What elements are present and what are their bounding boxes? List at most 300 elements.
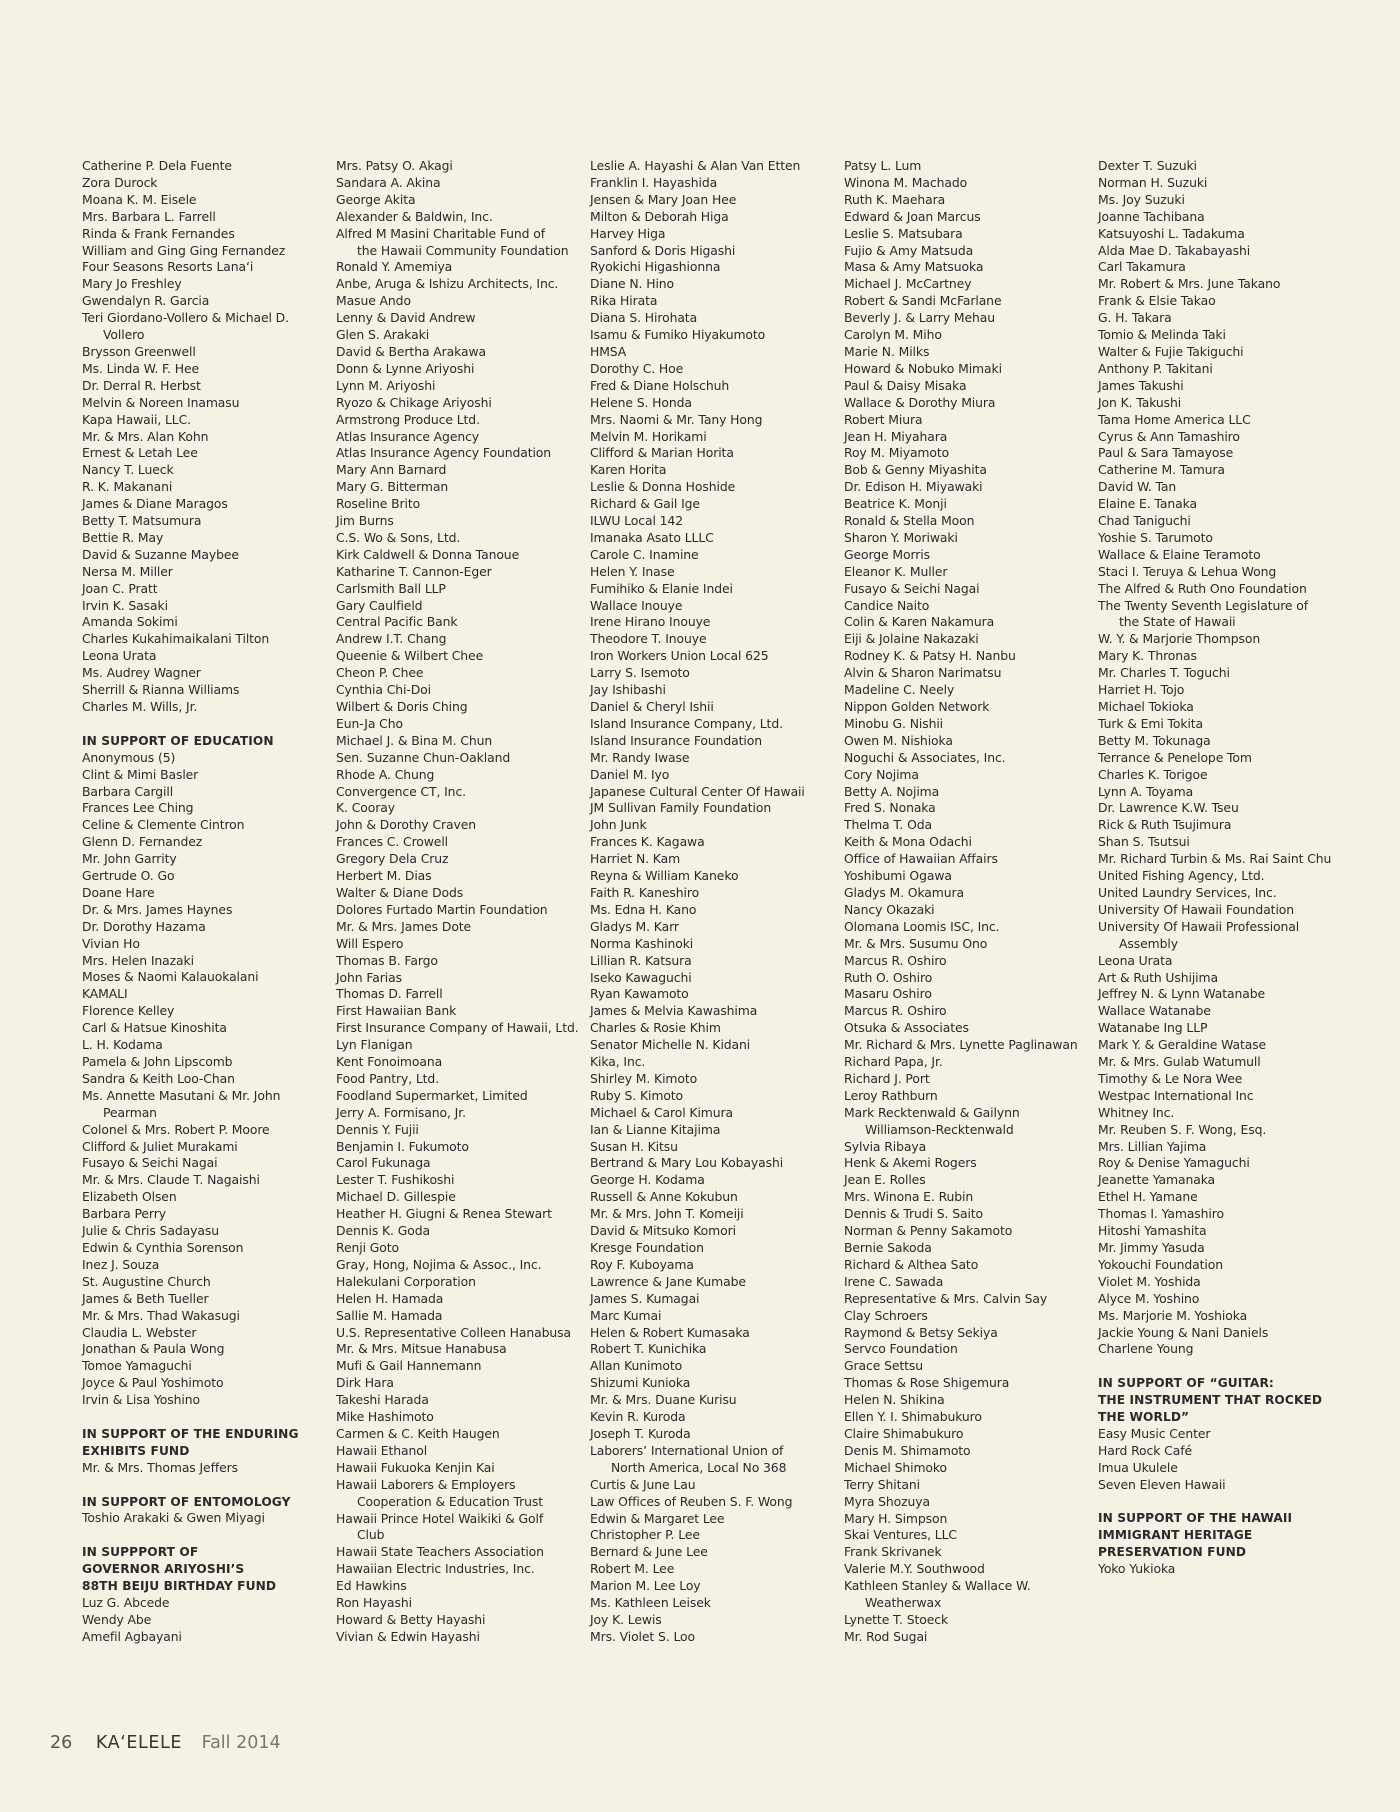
donor-name: Wallace & Elaine Teramoto	[1098, 546, 1261, 562]
donor-name: Hitoshi Yamashita	[1098, 1223, 1207, 1239]
donor-name: Cyrus & Ann Tamashiro	[1098, 428, 1240, 444]
donor-name: Larry S. Isemoto	[590, 665, 690, 681]
donor-name: Frank & Elsie Takao	[1098, 293, 1216, 309]
donor-name: Rinda & Frank Fernandes	[82, 225, 235, 241]
section-heading: GOVERNOR ARIYOSHI’S	[82, 1562, 245, 1577]
donor-name: Hard Rock Café	[1098, 1442, 1192, 1458]
donor-name: Zora Durock	[82, 174, 158, 190]
donor-name: Roy & Denise Yamaguchi	[1098, 1155, 1250, 1171]
donor-name: Mark Y. & Geraldine Watase	[1098, 1037, 1267, 1053]
donor-name: Vivian & Edwin Hayashi	[336, 1628, 480, 1644]
donor-name: Norman & Penny Sakamoto	[844, 1223, 1013, 1239]
donor-name: Lynn M. Ariyoshi	[336, 377, 436, 393]
donor-name: Carlsmith Ball LLP	[336, 580, 446, 596]
donor-name: Vivian Ho	[82, 935, 140, 951]
donor-name: Ms. Annette Masutani & Mr. John	[82, 1087, 281, 1103]
donor-name: Timothy & Le Nora Wee	[1098, 1070, 1243, 1086]
donor-name: Easy Music Center	[1098, 1425, 1211, 1441]
donor-name: Clint & Mimi Basler	[82, 766, 199, 782]
donor-name: First Insurance Company of Hawaii, Ltd.	[336, 1020, 579, 1036]
donor-name: Susan H. Kitsu	[590, 1138, 678, 1154]
donor-name: Wallace & Dorothy Miura	[844, 394, 996, 410]
donor-name: Edward & Joan Marcus	[844, 208, 981, 224]
donor-name: Franklin I. Hayashida	[590, 174, 718, 190]
donor-name: Isamu & Fumiko Hiyakumoto	[590, 327, 766, 343]
donor-name: Roy M. Miyamoto	[844, 445, 950, 461]
donor-name: Florence Kelley	[82, 1003, 175, 1019]
section-spacer	[82, 1527, 336, 1544]
donor-name: Staci I. Teruya & Lehua Wong	[1098, 563, 1277, 579]
donor-name: Kathleen Stanley & Wallace W.	[844, 1578, 1031, 1594]
donor-name: Cynthia Chi-Doi	[336, 682, 432, 698]
donor-name: Mr. Charles T. Toguchi	[1098, 665, 1230, 681]
donor-name: Violet M. Yoshida	[1098, 1273, 1201, 1289]
donor-name: Reyna & William Kaneko	[590, 868, 739, 884]
donor-name: Island Insurance Foundation	[590, 732, 762, 748]
donor-name: Lynn A. Toyama	[1098, 783, 1194, 799]
section-heading: THE WORLD”	[1098, 1410, 1190, 1425]
donor-name: Masaru Oshiro	[844, 986, 932, 1002]
donor-name: Inez J. Souza	[82, 1256, 160, 1272]
donor-name: Carl Takamura	[1098, 259, 1186, 275]
section-heading: THE INSTRUMENT THAT ROCKED	[1098, 1393, 1323, 1408]
donor-column-1	[82, 158, 336, 1646]
donor-name: Frank Skrivanek	[844, 1544, 942, 1560]
section-spacer	[82, 1409, 336, 1426]
donor-name: Michael & Carol Kimura	[590, 1104, 734, 1120]
donor-name: Hawaii Laborers & Employers	[336, 1476, 516, 1492]
donor-name: Mr. Randy Iwase	[590, 749, 690, 765]
donor-name: Charles K. Torigoe	[1098, 766, 1208, 782]
donor-name: Ronald & Stella Moon	[844, 513, 975, 529]
donor-name: Gregory Dela Cruz	[336, 851, 449, 867]
donor-column-5	[1098, 158, 1338, 1646]
donor-name: Jeanette Yamanaka	[1098, 1172, 1216, 1188]
donor-name: Alda Mae D. Takabayashi	[1098, 242, 1251, 258]
donor-name: Heather H. Giugni & Renea Stewart	[336, 1206, 552, 1222]
donor-name: David & Suzanne Maybee	[82, 546, 239, 562]
section-spacer	[1098, 1358, 1338, 1375]
donor-name: R. K. Makanani	[82, 479, 173, 495]
donor-name: Marie N. Milks	[844, 343, 930, 359]
donor-name: Barbara Cargill	[82, 783, 174, 799]
donor-name: Paul & Sara Tamayose	[1098, 445, 1234, 461]
section-heading: 88TH BEIJU BIRTHDAY FUND	[82, 1579, 277, 1594]
donor-name: Rick & Ruth Tsujimura	[1098, 817, 1232, 833]
donor-name: Helene S. Honda	[590, 394, 692, 410]
donor-name: Kirk Caldwell & Donna Tanoue	[336, 546, 520, 562]
donor-name: Ed Hawkins	[336, 1578, 407, 1594]
donor-name: Thomas B. Fargo	[336, 952, 438, 968]
donor-name: Tama Home America LLC	[1098, 411, 1251, 427]
donor-name: Jim Burns	[336, 513, 394, 529]
donor-name: Mr. Richard & Mrs. Lynette Paglinawan	[844, 1037, 1078, 1053]
donor-name: Marcus R. Oshiro	[844, 952, 947, 968]
donor-name: Dorothy C. Hoe	[590, 360, 684, 376]
donor-name: Daniel M. Iyo	[590, 766, 670, 782]
donor-name: Harriet N. Kam	[590, 851, 681, 867]
donor-name: Mr. & Mrs. Thomas Jeffers	[82, 1459, 238, 1475]
donor-name: Ms. Edna H. Kano	[590, 901, 697, 917]
donor-name: Mary K. Thronas	[1098, 648, 1197, 664]
donor-name: G. H. Takara	[1098, 310, 1172, 326]
donor-name: Thelma T. Oda	[844, 817, 932, 833]
donor-name: Henk & Akemi Rogers	[844, 1155, 977, 1171]
donor-name: Marcus R. Oshiro	[844, 1003, 947, 1019]
donor-name: Mr. Robert & Mrs. June Takano	[1098, 276, 1281, 292]
donor-name: Helen Y. Inase	[590, 563, 675, 579]
donor-name: Mary H. Simpson	[844, 1510, 948, 1526]
donor-name: Ruth K. Maehara	[844, 191, 946, 207]
donor-name: Elizabeth Olsen	[82, 1189, 177, 1205]
donor-name: Gwendalyn R. Garcia	[82, 293, 210, 309]
donor-name: Mufi & Gail Hannemann	[336, 1358, 482, 1374]
donor-name: John & Dorothy Craven	[336, 817, 477, 833]
donor-name: Queenie & Wilbert Chee	[336, 648, 484, 664]
donor-name: Sharon Y. Moriwaki	[844, 529, 958, 545]
donor-name: Dirk Hara	[336, 1375, 394, 1391]
donor-name: Glenn D. Fernandez	[82, 834, 203, 850]
donor-name-continued: the Hawaii Community Foundation	[357, 242, 569, 258]
donor-name: David & Bertha Arakawa	[336, 343, 487, 359]
donor-name: Ruth O. Oshiro	[844, 969, 933, 985]
donor-name: Mr. & Mrs. John T. Komeiji	[590, 1206, 744, 1222]
donor-name: Office of Hawaiian Affairs	[844, 851, 998, 867]
donor-name: Sylvia Ribaya	[844, 1138, 927, 1154]
donor-name: Joanne Tachibana	[1098, 208, 1205, 224]
donor-name: Mrs. Violet S. Loo	[590, 1628, 695, 1644]
donor-name: Central Pacific Bank	[336, 614, 458, 630]
donor-name-continued: Cooperation & Education Trust	[357, 1493, 543, 1509]
section-heading: IN SUPPORT OF EDUCATION	[82, 733, 274, 748]
donor-name: Marion M. Lee Loy	[590, 1578, 701, 1594]
donor-name: Dr. Derral R. Herbst	[82, 377, 201, 393]
donor-name: Lawrence & Jane Kumabe	[590, 1273, 746, 1289]
donor-name: Food Pantry, Ltd.	[336, 1070, 440, 1086]
donor-name: Kevin R. Kuroda	[590, 1409, 686, 1425]
donor-name: Robert Miura	[844, 411, 923, 427]
donor-name: Russell & Anne Kokubun	[590, 1189, 738, 1205]
donor-name: Hawaii State Teachers Association	[336, 1544, 544, 1560]
donor-name: Beatrice K. Monji	[844, 496, 947, 512]
donor-name: Dennis K. Goda	[336, 1223, 430, 1239]
donor-name: Joy K. Lewis	[590, 1611, 662, 1627]
donor-name: Howard & Betty Hayashi	[336, 1611, 486, 1627]
donor-name: Sanford & Doris Higashi	[590, 242, 736, 258]
donor-name: Jonathan & Paula Wong	[82, 1341, 225, 1357]
donor-name: Allan Kunimoto	[590, 1358, 683, 1374]
donor-name: Norman H. Suzuki	[1098, 174, 1208, 190]
donor-name: Wallace Inouye	[590, 597, 683, 613]
donor-name: Glen S. Arakaki	[336, 327, 430, 343]
donor-name: L. H. Kodama	[82, 1037, 163, 1053]
donor-name: Lester T. Fushikoshi	[336, 1172, 455, 1188]
donor-name: Armstrong Produce Ltd.	[336, 411, 480, 427]
donor-name: Dennis & Trudi S. Saito	[844, 1206, 984, 1222]
donor-name: Ms. Kathleen Leisek	[590, 1595, 711, 1611]
donor-name: Carolyn M. Miho	[844, 327, 942, 343]
donor-name: Katharine T. Cannon-Eger	[336, 563, 492, 579]
donor-name: Halekulani Corporation	[336, 1273, 476, 1289]
donor-name: Fusayo & Seichi Nagai	[844, 580, 980, 596]
donor-name: Anbe, Aruga & Ishizu Architects, Inc.	[336, 276, 559, 292]
donor-name: Kresge Foundation	[590, 1240, 704, 1255]
donor-name: Renji Goto	[336, 1240, 399, 1255]
donor-name: Milton & Deborah Higa	[590, 208, 729, 224]
donor-name: Nippon Golden Network	[844, 699, 990, 714]
donor-name: Ruby S. Kimoto	[590, 1087, 684, 1103]
donor-name: Colin & Karen Nakamura	[844, 614, 995, 630]
donor-name: Michael Shimoko	[844, 1459, 948, 1475]
donor-name: Christopher P. Lee	[590, 1527, 700, 1543]
donor-name: Sallie M. Hamada	[336, 1307, 443, 1323]
donor-name: Anthony P. Takitani	[1098, 360, 1213, 376]
donor-name: Betty M. Tokunaga	[1098, 732, 1211, 748]
donor-name: Charles Kukahimaikalani Tilton	[82, 631, 270, 647]
donor-name: Leslie & Donna Hoshide	[590, 479, 736, 495]
donor-name: Clifford & Juliet Murakami	[82, 1138, 238, 1154]
donor-name: Whitney Inc.	[1098, 1104, 1175, 1120]
donor-name: Dennis Y. Fujii	[336, 1121, 419, 1137]
donor-name: Teri Giordano-Vollero & Michael D.	[82, 310, 289, 326]
donor-name: Keith & Mona Odachi	[844, 834, 972, 850]
donor-name: Irene Hirano Inouye	[590, 614, 711, 630]
donor-name: Moana K. M. Eisele	[82, 191, 197, 207]
donor-name: Irvin & Lisa Yoshino	[82, 1392, 200, 1408]
donor-name: Carol Fukunaga	[336, 1155, 431, 1171]
donor-name: Yokouchi Foundation	[1098, 1256, 1223, 1272]
donor-name: Four Seasons Resorts Lana‘i	[82, 259, 254, 275]
donor-name-continued: Weatherwax	[865, 1595, 942, 1611]
donor-name: Alfred M Masini Charitable Fund of	[336, 225, 546, 241]
donor-name: Barbara Perry	[82, 1206, 166, 1222]
donor-name: Watanabe Ing LLP	[1098, 1020, 1208, 1036]
donor-name: Paul & Daisy Misaka	[844, 377, 967, 393]
donor-name: Mr. & Mrs. James Dote	[336, 918, 472, 934]
donor-name: Michael J. McCartney	[844, 276, 972, 292]
donor-name: Clay Schroers	[844, 1307, 928, 1323]
donor-name: Irvin K. Sasaki	[82, 597, 168, 613]
donor-name: Sherrill & Rianna Williams	[82, 682, 240, 698]
donor-name: Carl & Hatsue Kinoshita	[82, 1020, 227, 1036]
donor-name: Sandra & Keith Loo-Chan	[82, 1070, 235, 1086]
donor-name: Edwin & Cynthia Sorenson	[82, 1239, 244, 1255]
donor-name: Frances Lee Ching	[82, 800, 194, 816]
donor-name-continued: North America, Local No 368	[611, 1459, 787, 1475]
donor-name: Mr. Rod Sugai	[844, 1628, 928, 1644]
donor-name: Pamela & John Lipscomb	[82, 1054, 233, 1070]
donor-name: Ellen Y. I. Shimabukuro	[844, 1409, 982, 1425]
donor-name-continued: the State of Hawaii	[1119, 614, 1236, 630]
donor-name: Fred S. Nonaka	[844, 800, 936, 816]
donor-name: Jackie Young & Nani Daniels	[1098, 1324, 1269, 1340]
donor-name: Yoshibumi Ogawa	[844, 868, 952, 884]
donor-name: Toshio Arakaki & Gwen Miyagi	[82, 1510, 265, 1526]
donor-name: Yoshie S. Tarumoto	[1098, 529, 1213, 545]
donor-name: K. Cooray	[336, 800, 395, 816]
section-heading: EXHIBITS FUND	[82, 1443, 190, 1458]
section-heading: IMMIGRANT HERITAGE	[1098, 1528, 1253, 1543]
donor-name: Ms. Linda W. F. Hee	[82, 360, 200, 376]
donor-name: Skai Ventures, LLC	[844, 1527, 957, 1543]
donor-name: Hawaii Ethanol	[336, 1442, 428, 1458]
donor-name: Robert & Sandi McFarlane	[844, 293, 1002, 309]
donor-name: Iseko Kawaguchi	[590, 969, 692, 985]
donor-name: Jean E. Rolles	[844, 1172, 926, 1188]
donor-name: Ernest & Letah Lee	[82, 445, 198, 461]
donor-name: ILWU Local 142	[590, 513, 683, 529]
donor-name: St. Augustine Church	[82, 1273, 211, 1289]
donor-name: George Akita	[336, 191, 416, 207]
donor-name: Yoko Yukioka	[1098, 1561, 1176, 1577]
donor-name: Nancy T. Lueck	[82, 462, 174, 478]
donor-name: Anonymous (5)	[82, 749, 176, 765]
donor-name: John Farias	[336, 969, 402, 985]
donor-name: Wallace Watanabe	[1098, 1003, 1211, 1019]
donor-name: Wilbert & Doris Ching	[336, 699, 468, 714]
donor-name: Dr. & Mrs. James Haynes	[82, 901, 233, 917]
donor-name: Laborers’ International Union of	[590, 1442, 784, 1458]
section-heading: IN SUPPORT OF THE HAWAII	[1098, 1511, 1293, 1526]
donor-name-continued: Assembly	[1119, 935, 1178, 951]
donor-name: Charlene Young	[1098, 1341, 1194, 1357]
donor-name: United Laundry Services, Inc.	[1098, 884, 1277, 900]
donor-name-continued: Pearman	[103, 1104, 157, 1120]
donor-name: Mary G. Bitterman	[336, 479, 449, 495]
donor-name: Iron Workers Union Local 625	[590, 648, 769, 664]
donor-name: Amanda Sokimi	[82, 614, 178, 630]
donor-name: Owen M. Nishioka	[844, 732, 953, 748]
donor-name: Atlas Insurance Agency	[336, 428, 480, 444]
donor-name: Mary Ann Barnard	[336, 462, 447, 478]
issue-label: Fall 2014	[201, 1733, 281, 1753]
donor-name: Leona Urata	[1098, 952, 1173, 968]
donor-name: James & Diane Maragos	[82, 496, 228, 512]
donor-name: Leslie S. Matsubara	[844, 225, 963, 241]
donor-name: Mrs. Barbara L. Farrell	[82, 208, 216, 224]
donor-name: Faith R. Kaneshiro	[590, 884, 700, 900]
donor-name: Mark Recktenwald & Gailynn	[844, 1104, 1020, 1120]
donor-name: Luz G. Abcede	[82, 1594, 170, 1610]
donor-name: Shan S. Tsutsui	[1098, 834, 1190, 850]
donor-name: Helen H. Hamada	[336, 1290, 444, 1306]
donor-name: Hawaii Prince Hotel Waikiki & Golf	[336, 1510, 544, 1526]
donor-name: Bettie R. May	[82, 529, 164, 545]
section-spacer	[82, 716, 336, 733]
donor-name: Robert T. Kunichika	[590, 1341, 707, 1357]
donor-name: Bertrand & Mary Lou Kobayashi	[590, 1155, 784, 1171]
donor-name: Will Espero	[336, 935, 404, 951]
donor-name: Michael D. Gillespie	[336, 1189, 456, 1205]
donor-name: Alvin & Sharon Narimatsu	[844, 665, 1002, 681]
donor-name: Foodland Supermarket, Limited	[336, 1087, 528, 1103]
donor-name: Brysson Greenwell	[82, 343, 196, 359]
donor-name: Atlas Insurance Agency Foundation	[336, 445, 552, 461]
donor-name: Mr. & Mrs. Mitsue Hanabusa	[336, 1341, 507, 1357]
donor-name: U.S. Representative Colleen Hanabusa	[336, 1324, 571, 1340]
donor-name: Kika, Inc.	[590, 1054, 646, 1070]
donor-name: Masa & Amy Matsuoka	[844, 259, 984, 275]
donor-name: Representative & Mrs. Calvin Say	[844, 1290, 1048, 1306]
donor-name: Howard & Nobuko Mimaki	[844, 360, 1002, 376]
donor-name: Thomas D. Farrell	[336, 986, 443, 1002]
donor-name: Jean H. Miyahara	[844, 428, 948, 444]
donor-name: Donn & Lynne Ariyoshi	[336, 360, 475, 376]
donor-name: Mr. Richard Turbin & Ms. Rai Saint Chu	[1098, 851, 1332, 867]
donor-name: Richard & Gail Ige	[590, 496, 700, 512]
donor-name: Herbert M. Dias	[336, 868, 432, 884]
donor-name: Japanese Cultural Center Of Hawaii	[590, 783, 805, 799]
donor-name: Mr. Jimmy Yasuda	[1098, 1240, 1205, 1255]
donor-name: Servco Foundation	[844, 1341, 958, 1357]
donor-name: Cory Nojima	[844, 766, 919, 782]
donor-name: Fred & Diane Holschuh	[590, 377, 730, 393]
donor-name: Madeline C. Neely	[844, 682, 955, 698]
donor-name: Mr. & Mrs. Susumu Ono	[844, 935, 988, 951]
donor-name: Ryozo & Chikage Ariyoshi	[336, 394, 492, 410]
donor-name: Helen & Robert Kumasaka	[590, 1324, 750, 1340]
donor-name: Celine & Clemente Cintron	[82, 817, 245, 833]
donor-name: Patsy L. Lum	[844, 158, 922, 173]
donor-name: Jon K. Takushi	[1098, 394, 1182, 410]
donor-name: Catherine P. Dela Fuente	[82, 158, 232, 173]
donor-name: The Twenty Seventh Legislature of	[1098, 597, 1309, 613]
donor-name: Gray, Hong, Nojima & Assoc., Inc.	[336, 1256, 542, 1272]
donor-name: Norma Kashinoki	[590, 935, 694, 951]
donor-name: George Morris	[844, 546, 930, 562]
donor-name: Walter & Fujie Takiguchi	[1098, 343, 1244, 359]
donor-name: Betty A. Nojima	[844, 783, 940, 799]
donor-name: Art & Ruth Ushijima	[1098, 969, 1218, 985]
donor-name: Mrs. Naomi & Mr. Tany Hong	[590, 411, 763, 427]
donor-name: Mr. & Mrs. Thad Wakasugi	[82, 1307, 240, 1323]
page-number: 26	[50, 1733, 73, 1753]
donor-name: University Of Hawaii Professional	[1098, 918, 1300, 934]
donor-name: Lenny & David Andrew	[336, 310, 476, 326]
donor-name: James & Melvia Kawashima	[590, 1003, 758, 1019]
donor-name: Gladys M. Karr	[590, 918, 679, 934]
donor-name: Myra Shozuya	[844, 1493, 931, 1509]
magazine-title: KA‘ELELE	[95, 1733, 183, 1753]
donor-name: Edwin & Margaret Lee	[590, 1510, 725, 1526]
donor-name: Rika Hirata	[590, 293, 658, 309]
donor-name: JM Sullivan Family Foundation	[590, 800, 772, 816]
donor-list	[82, 158, 1338, 1646]
donor-name: Claudia L. Webster	[82, 1324, 197, 1340]
donor-name: Colonel & Mrs. Robert P. Moore	[82, 1121, 270, 1137]
donor-name: Mr. & Mrs. Alan Kohn	[82, 428, 209, 444]
donor-name: HMSA	[590, 343, 627, 359]
donor-name: Imua Ukulele	[1098, 1459, 1178, 1475]
donor-name: Theodore T. Inouye	[590, 631, 707, 647]
donor-name: Diana S. Hirohata	[590, 310, 698, 326]
donor-name: Mr. & Mrs. Duane Kurisu	[590, 1392, 737, 1408]
section-spacer	[82, 1477, 336, 1494]
donor-name-continued: Vollero	[103, 327, 145, 343]
donor-name: Moses & Naomi Kalauokalani	[82, 969, 259, 985]
donor-name: Ryan Kawamoto	[590, 986, 689, 1002]
section-heading: IN SUPPORT OF THE ENDURING	[82, 1426, 299, 1441]
donor-name: Ethel H. Yamane	[1098, 1189, 1198, 1205]
donor-name: Valerie M.Y. Southwood	[844, 1561, 985, 1577]
donor-name: Tomio & Melinda Taki	[1098, 327, 1226, 343]
donor-name: Curtis & June Lau	[590, 1476, 696, 1492]
donor-name: Candice Naito	[844, 597, 930, 613]
donor-name: Gertrude O. Go	[82, 868, 175, 884]
donor-name: Bob & Genny Miyashita	[844, 462, 987, 478]
donor-name: Jensen & Mary Joan Hee	[590, 191, 737, 207]
donor-name: Mike Hashimoto	[336, 1409, 434, 1425]
